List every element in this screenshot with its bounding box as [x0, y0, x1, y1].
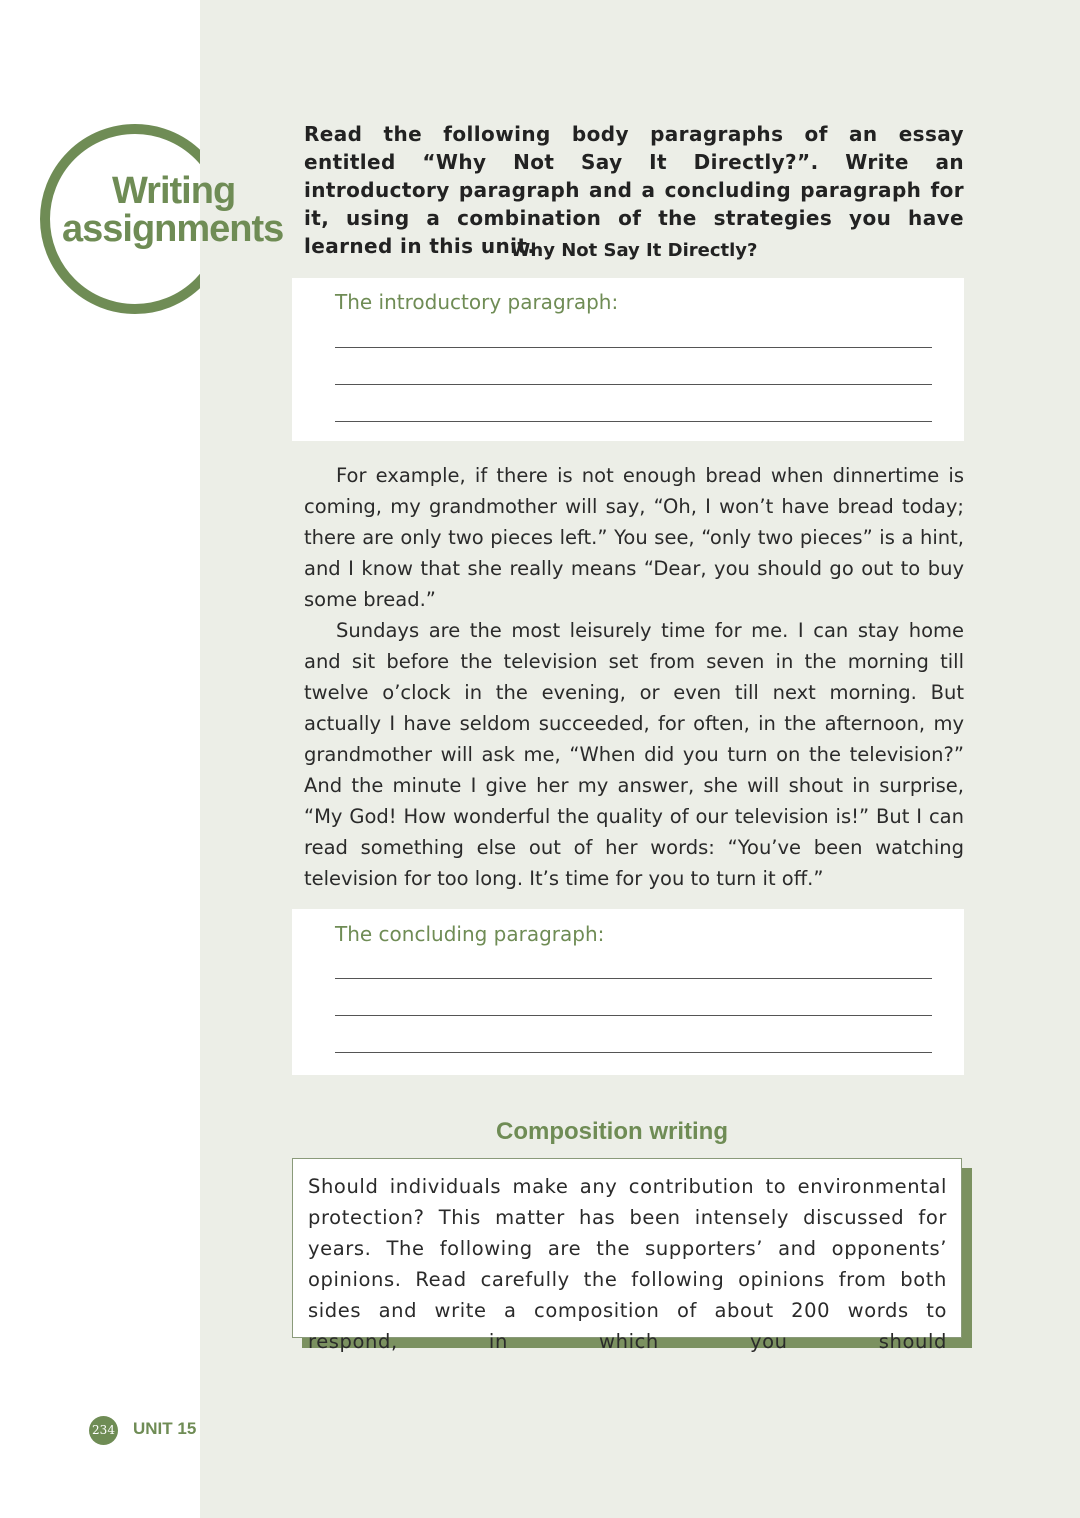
- concluding-paragraph-box: [292, 909, 964, 1075]
- answer-line[interactable]: [335, 347, 932, 348]
- essay-title: Why Not Say It Directly?: [510, 240, 758, 261]
- section-title-line2: assignments: [62, 208, 284, 250]
- answer-line[interactable]: [335, 1052, 932, 1053]
- answer-line[interactable]: [335, 421, 932, 422]
- page-number: 234: [89, 1416, 118, 1445]
- composition-prompt-box: Should individuals make any contribution to environmental protection? This matter has been intensely discussed for years. The following are the supporters’ and opponents’ opinions. Read carefully the following opinions from both sides and write a composition of about 200 words to respond, in which you should: [292, 1158, 962, 1338]
- introductory-paragraph-label: The introductory paragraph:: [335, 290, 619, 314]
- body-paragraph-2: Sundays are the most leisurely time for me. I can stay home and sit before the television set from seven in the morning till twelve o’clock in the evening, or even till next morning. But actually I have seldom succeeded, for often, in the afternoon, my grandmother will ask me, “When did you turn on the television?” And the minute I give her my answer, she will shout in surprise, “My God! How wonderful the quality of our television is!” But I can read something else out of her words: “You’ve been watching television for too long. It’s time for you to turn it off.”: [304, 619, 964, 890]
- answer-line[interactable]: [335, 1015, 932, 1016]
- essay-body: [304, 460, 964, 894]
- composition-heading: Composition writing: [496, 1118, 728, 1145]
- concluding-paragraph-label: The concluding paragraph:: [335, 922, 605, 946]
- section-title-line1: Writing: [112, 170, 236, 212]
- unit-label: UNIT 15: [133, 1419, 197, 1438]
- introductory-paragraph-box: [292, 278, 964, 441]
- answer-line[interactable]: [335, 978, 932, 979]
- body-paragraph-1: For example, if there is not enough bread when dinnertime is coming, my grandmother will say, “Oh, I won’t have bread today; there are only two pieces left.” You see, “only two pieces” is a hint, and I know that she really means “Dear, you should go out to buy some bread.”: [304, 464, 964, 611]
- instructions-text: Read the following body paragraphs of an essay entitled “Why Not Say It Directly?”. Write an introductory paragraph and a concluding paragraph for it, using a combination of the strategies you have learned in this unit.: [304, 122, 964, 258]
- answer-line[interactable]: [335, 384, 932, 385]
- section-title: [58, 172, 298, 248]
